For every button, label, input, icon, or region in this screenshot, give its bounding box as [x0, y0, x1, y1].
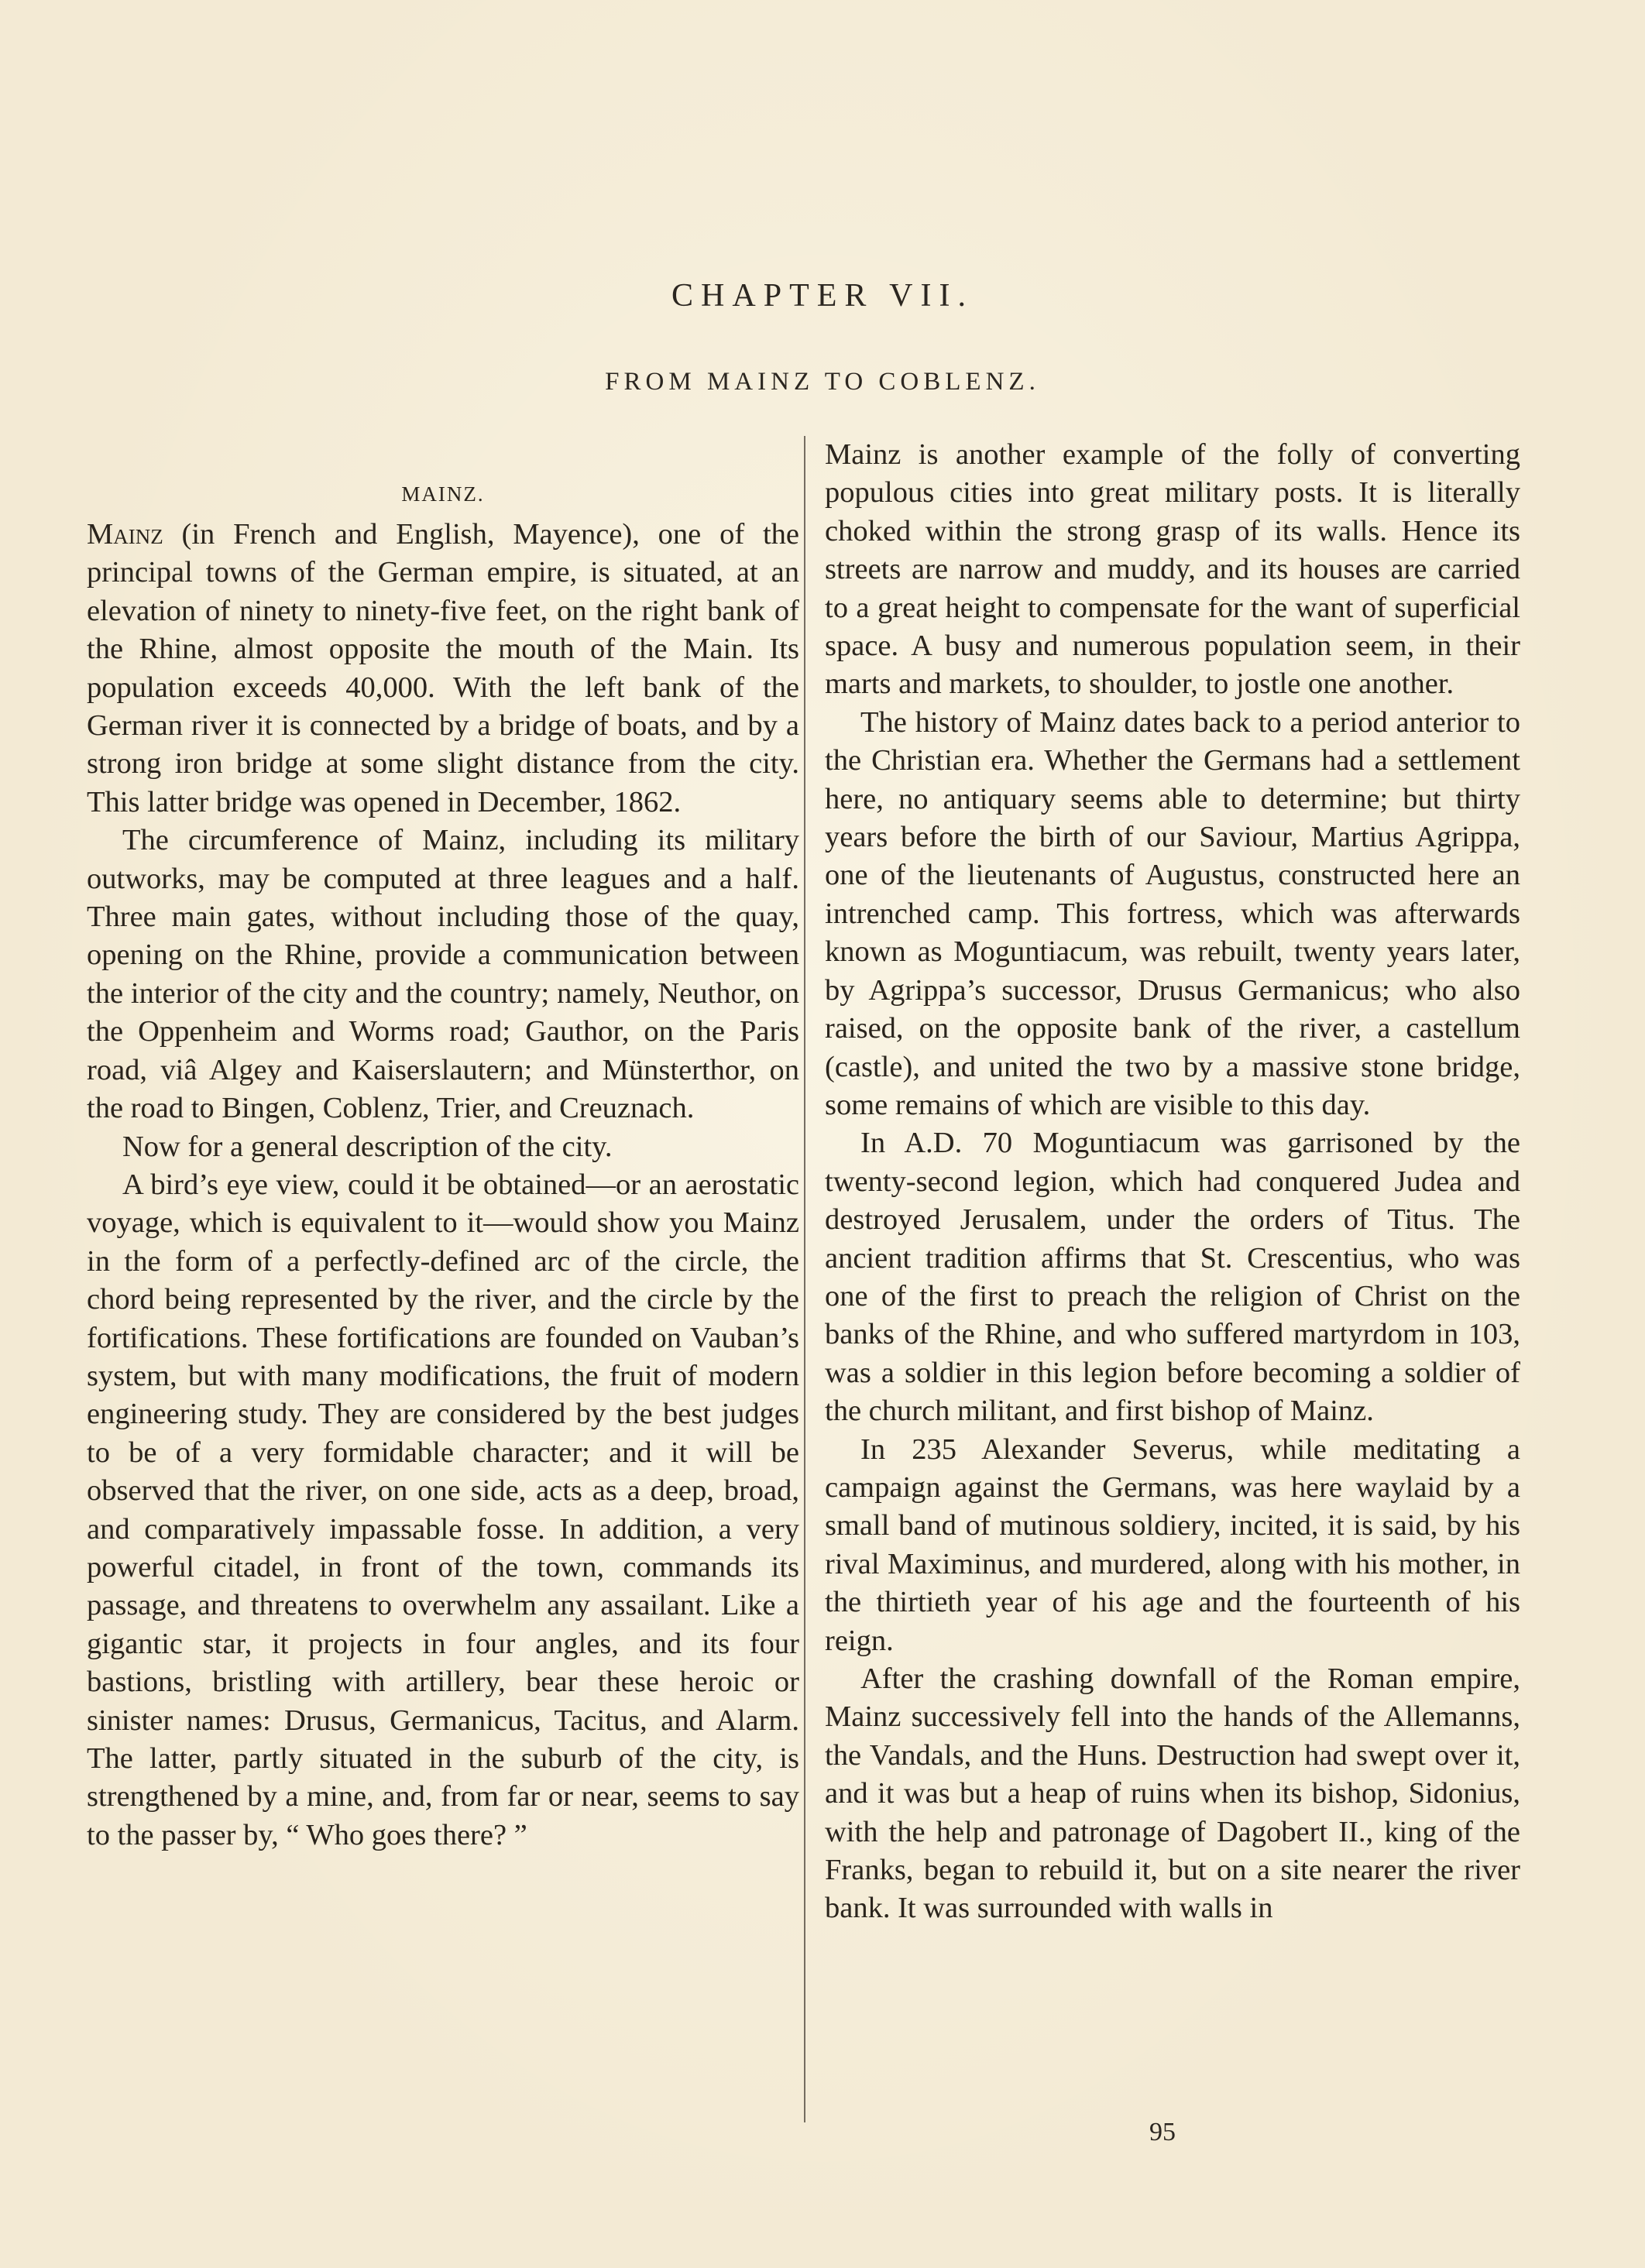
paragraph: Mainz is another example of the folly of converting populous cities into great military posts. It is literally choked within the strong grasp of its walls. Hence its streets are narrow and muddy, and its houses are carried to a great height to compensate for the want of superficial space. A busy and numerous population seem, in their marts and markets, to shoulder, to jostle one another.: [825, 438, 1520, 701]
left-column: [87, 457, 799, 1855]
paragraph: [87, 516, 799, 822]
paragraph-lead: Mainz: [87, 518, 163, 551]
paragraph: The circumference of Mainz, including its military outworks, may be computed at three leagues and a half. Three main gates, without including those of the quay, opening on the Rhine, provide a communication between the interior of the city and the country; namely, Neuthor, on the Oppenheim and Worms road; Gauthor, on the Paris road, viâ Algey and Kaiserslautern; and Münsterthor, on the road to Bingen, Coblenz, Trier, and Creuznach.: [87, 824, 799, 1125]
chapter-subtitle: FROM MAINZ TO COBLENZ.: [605, 368, 1040, 396]
paragraph: A bird’s eye view, could it be obtained—or an aerostatic voyage, which is equivalent to it—would show you Mainz in the form of a perfectly-defined arc of the circle, the chord being represented by the river, and the circle by the fortifications. These fortifications are founded on Vauban’s system, but with many modifications, the fruit of modern engineering study. They are considered by the best judges to be of a very formidable character; and it will be observed that the river, on one side, acts as a deep, broad, and comparatively impassable fosse. In addition, a very powerful citadel, in front of the town, commands its passage, and threatens to overwhelm any assailant. Like a gigantic star, it projects in four angles, and its four bastions, bristling with artillery, bear these heroic or sinister names: Drusus, Germanicus, Tacitus, and Alarm. The latter, partly situated in the suburb of the city, is strengthened by a mine, and, from far or near, seems to say to the passer by, “ Who goes there? ”: [87, 1168, 799, 1851]
paragraph: After the crashing downfall of the Roman empire, Mainz successively fell into the hands of the Allemanns, the Vandals, and the Huns. Destruction had swept over it, and it was but a heap of ruins when its bishop, Sidonius, with the help and patronage of Dagobert II., king of the Franks, began to rebuild it, but on a site nearer the river bank. It was surrounded with walls in: [825, 1662, 1520, 1925]
paragraph: In 235 Alexander Severus, while meditating a campaign against the Germans, was here waylaid by a small band of mutinous soldiery, incited, it is said, by his rival Maximinus, and murdered, along with his mother, in the thirtieth year of his age and the fourteenth of his reign.: [825, 1433, 1520, 1657]
section-heading: MAINZ.: [401, 482, 485, 506]
paragraph: The history of Mainz dates back to a period anterior to the Christian era. Whether the Germans had a settlement here, no antiquary seems able to determine; but thirty years before the birth of our Saviour, Martius Agrippa, one of the lieutenants of Augustus, constructed here an intrenched camp. This fortress, which was afterwards known as Moguntiacum, was rebuilt, twenty years later, by Agrippa’s successor, Drusus Germanicus; who also raised, on the opposite bank of the river, a castellum (castle), and united the two by a massive stone bridge, some remains of which are visible to this day.: [825, 705, 1520, 1121]
chapter-title: CHAPTER VII.: [671, 278, 974, 314]
paragraph: Now for a general description of the city.: [122, 1130, 613, 1163]
right-column: [825, 436, 1520, 1928]
column-divider: [804, 436, 805, 2122]
page-number: 95: [1149, 2118, 1176, 2146]
paragraph: In A.D. 70 Moguntiacum was garrisoned by the twenty-second legion, which had conquered Judea and destroyed Jerusalem, under the orders of Titus. The ancient tradition affirms that St. Crescentius, who was one of the first to preach the religion of Christ on the banks of the Rhine, and who suffered martyrdom in 103, was a soldier in this legion before becoming a soldier of the church militant, and first bishop of Mainz.: [825, 1127, 1520, 1428]
paragraph-text: (in French and English, Mayence), one of the principal towns of the German empire, is situated, at an elevation of ninety to ninety-five feet, on the right bank of the Rhine, almost opposite the mouth of the Main. Its population exceeds 40,000. With the left bank of the German river it is connected by a bridge of boats, and by a strong iron bridge at some slight distance from the city. This latter bridge was opened in December, 1862.: [87, 518, 799, 818]
